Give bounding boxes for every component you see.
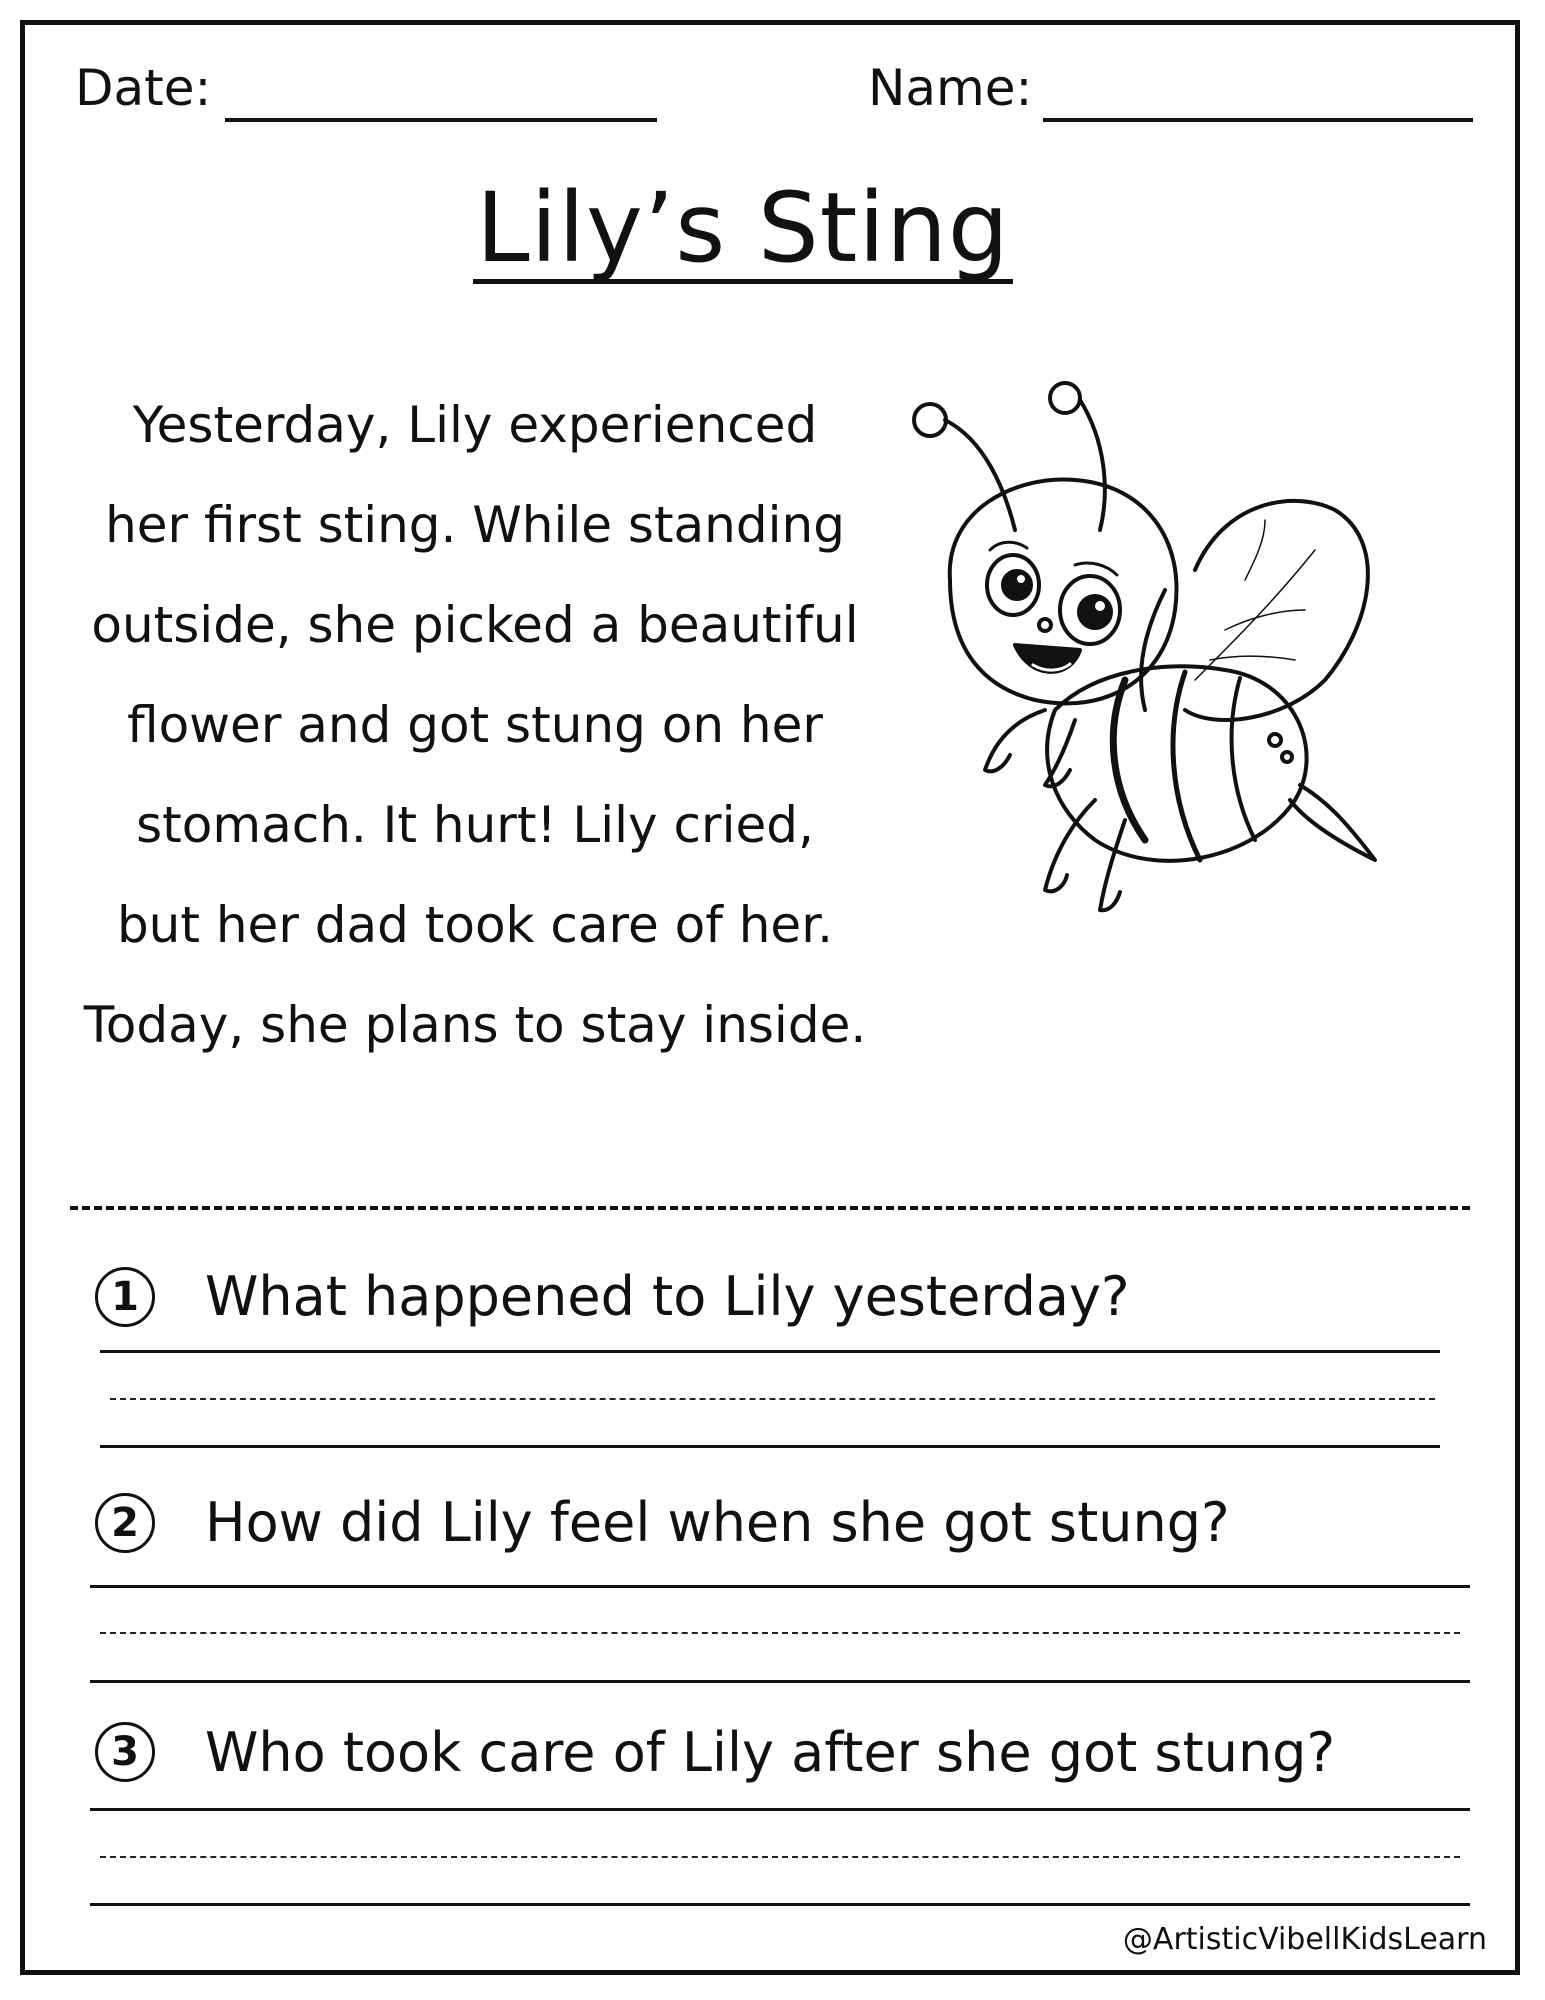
title-underline — [473, 279, 1013, 284]
reading-passage — [50, 375, 900, 1075]
passage-line: Yesterday, Lily experienced — [132, 396, 818, 454]
date-label: Date: — [75, 59, 212, 117]
answer-guide-dashed — [100, 1856, 1460, 1858]
answer-guide-dashed — [110, 1398, 1435, 1400]
question-number-badge: 1 — [95, 1267, 155, 1327]
passage-line: outside, she picked a beautiful — [91, 596, 859, 654]
passage-line: but her dad took care of her. — [116, 896, 834, 954]
question-text: What happened to Lily yesterday? — [205, 1265, 1130, 1328]
passage-line: flower and got stung on her — [127, 696, 823, 754]
answer-guide-dashed — [100, 1632, 1460, 1634]
date-line[interactable] — [225, 118, 657, 122]
answer-line[interactable] — [90, 1585, 1470, 1588]
answer-line[interactable] — [90, 1680, 1470, 1683]
question-number-badge: 3 — [95, 1722, 155, 1782]
credit-text: @ArtisticVibellKidsLearn — [1122, 1922, 1487, 1957]
answer-line[interactable] — [90, 1808, 1470, 1811]
question-number-badge: 2 — [95, 1493, 155, 1553]
section-separator — [70, 1206, 1470, 1210]
passage-line: stomach. It hurt! Lily cried, — [136, 796, 814, 854]
passage-line: Today, she plans to stay inside. — [83, 996, 867, 1054]
answer-line[interactable] — [100, 1445, 1440, 1448]
question-text: How did Lily feel when she got stung? — [205, 1491, 1230, 1554]
passage-line: her first sting. While standing — [105, 496, 845, 554]
bee-illustration — [895, 380, 1455, 960]
name-line[interactable] — [1043, 118, 1473, 122]
question-text: Who took care of Lily after she got stung? — [205, 1721, 1336, 1784]
answer-line[interactable] — [100, 1350, 1440, 1353]
worksheet-title: Lily’s Sting — [476, 172, 1010, 284]
answer-line[interactable] — [90, 1903, 1470, 1906]
name-label: Name: — [868, 59, 1033, 117]
